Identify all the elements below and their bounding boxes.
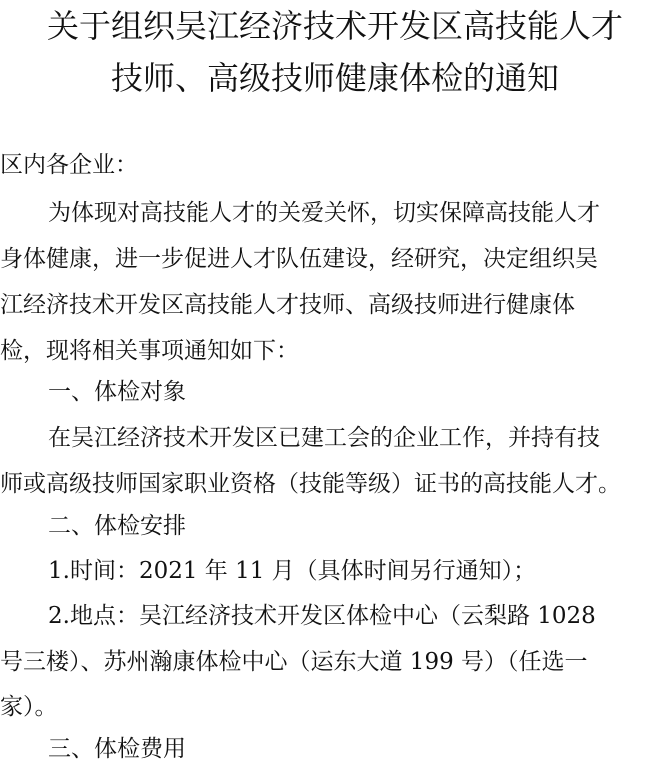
intro-line-3: 江经济技术开发区高技能人才技师、高级技师进行健康体 bbox=[0, 292, 575, 318]
intro-line-2: 身体健康，进一步促进人才队伍建设，经研究，决定组织吴 bbox=[0, 246, 598, 272]
section1-line-2: 师或高级技师国家职业资格（技能等级）证书的高技能人才。 bbox=[0, 471, 621, 497]
section2-item-2-line-2: 号三楼）、苏州瀚康体检中心（运东大道 199 号）（任选一 bbox=[0, 649, 588, 675]
intro-line-4: 检，现将相关事项通知如下： bbox=[0, 338, 299, 364]
section1-line-1: 在吴江经济技术开发区已建工会的企业工作，并持有技 bbox=[48, 425, 600, 451]
document-title-line-1: 关于组织吴江经济技术开发区高技能人才 bbox=[46, 7, 623, 45]
section-heading-1: 一、体检对象 bbox=[48, 379, 186, 405]
section-heading-3: 三、体检费用 bbox=[48, 736, 186, 762]
section2-item-1: 1.时间：2021 年 11 月（具体时间另行通知）； bbox=[48, 558, 537, 584]
section-heading-2: 二、体检安排 bbox=[48, 513, 186, 539]
salutation: 区内各企业： bbox=[0, 152, 138, 178]
document-title-line-2: 技师、高级技师健康体检的通知 bbox=[110, 59, 559, 97]
section2-item-2-line-3: 家）。 bbox=[0, 694, 58, 720]
section2-item-2-line-1: 2.地点：吴江经济技术开发区体检中心（云梨路 1028 bbox=[48, 603, 596, 629]
intro-line-1: 为体现对高技能人才的关爱关怀，切实保障高技能人才 bbox=[48, 200, 600, 226]
